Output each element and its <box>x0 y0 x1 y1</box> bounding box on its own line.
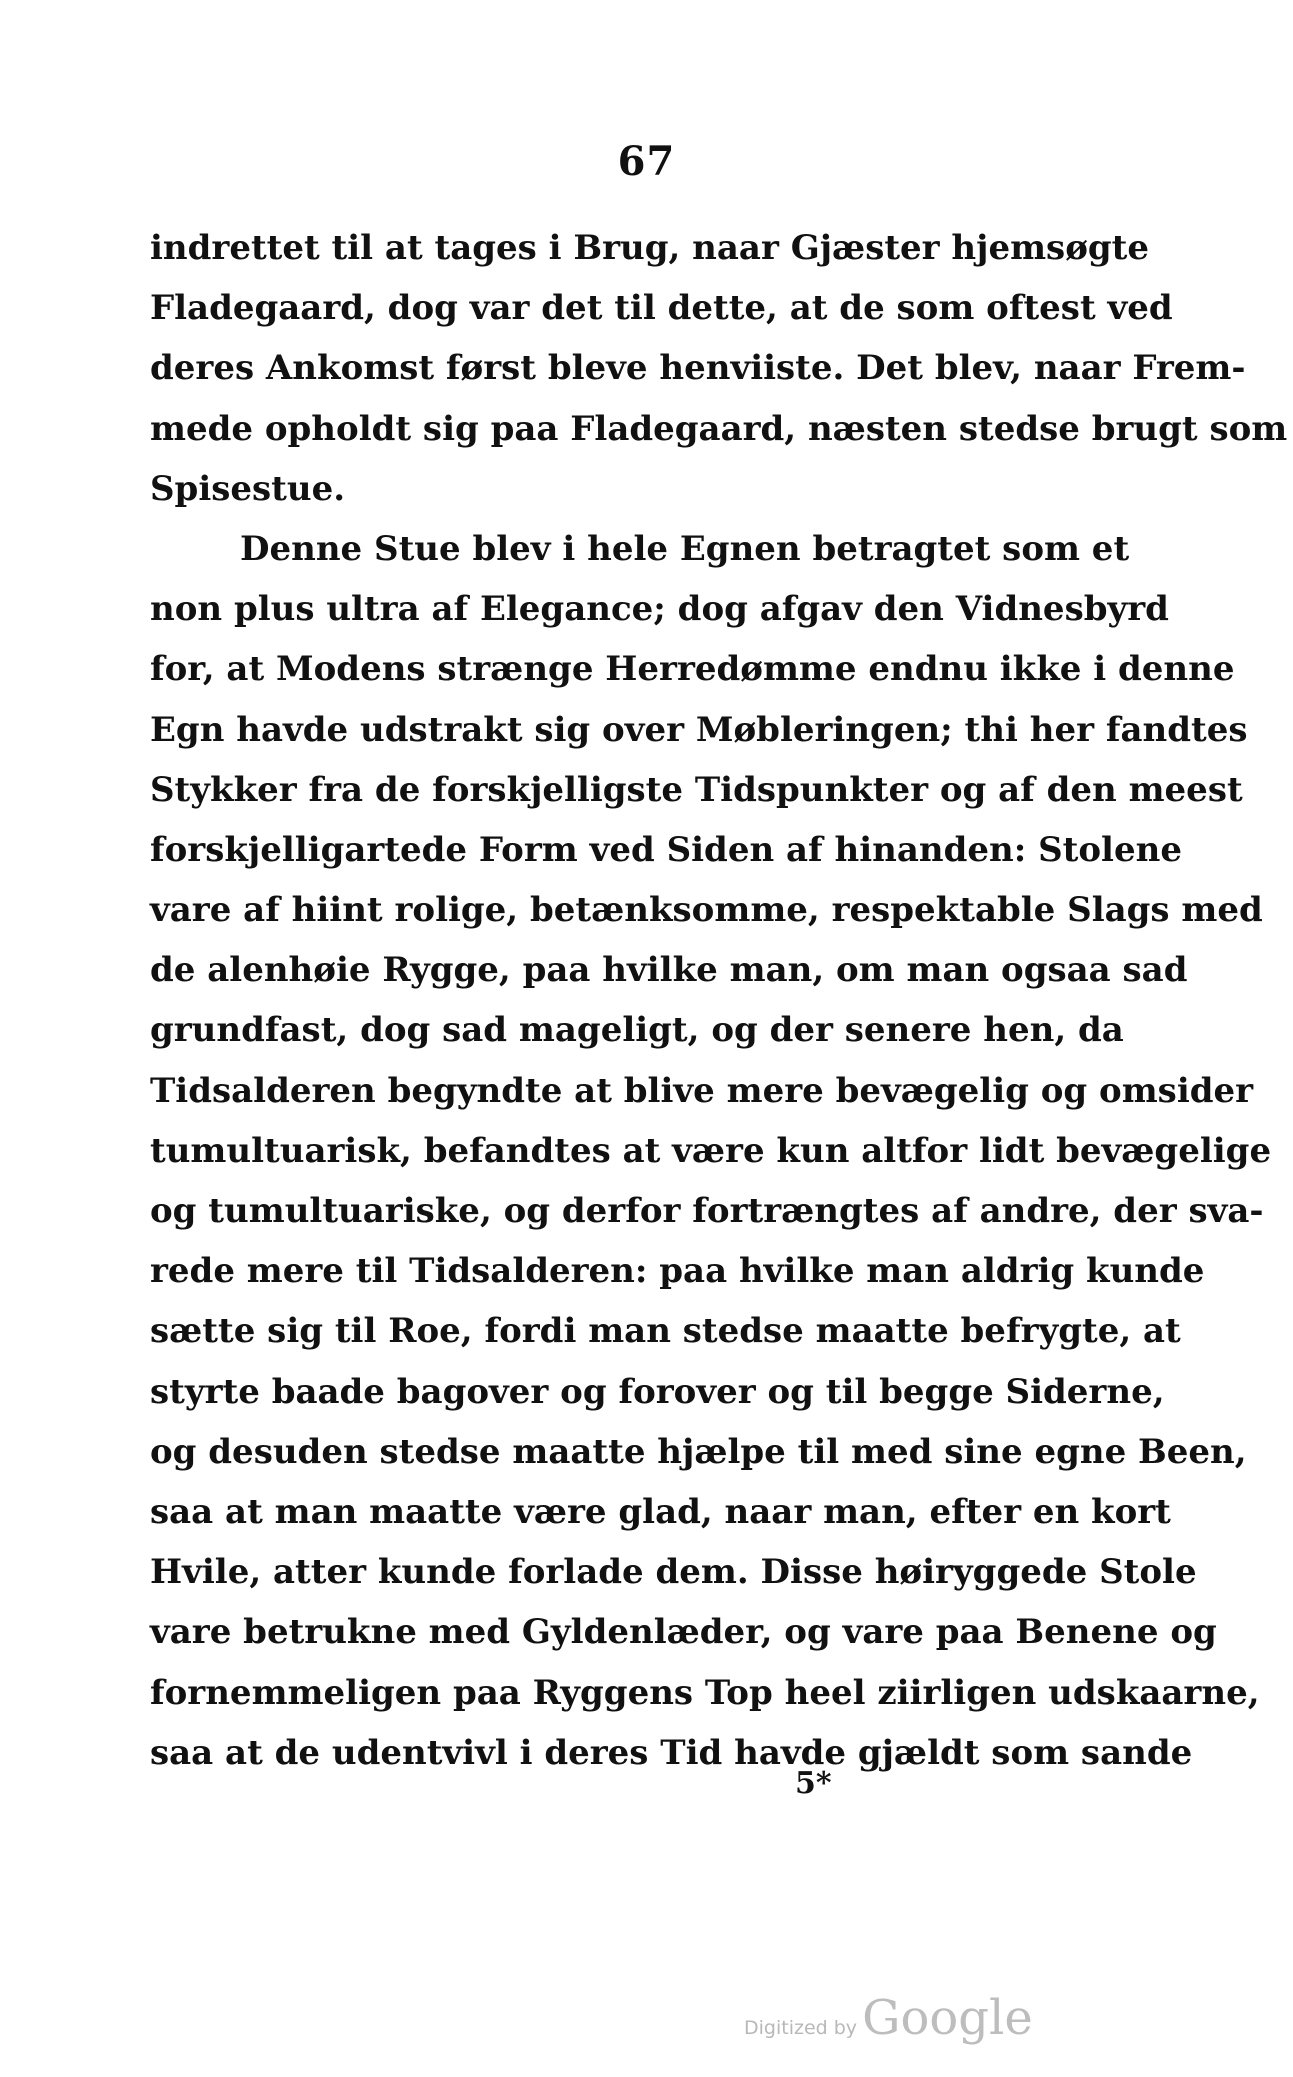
text-line: tumultuarisk, befandtes at være kun altfor lidt bevægelige <box>150 1130 1272 1171</box>
text-line: non plus ultra af Elegance; dog afgav den Vidnesbyrd <box>150 589 1169 630</box>
text-line: Spisestue. <box>150 468 346 509</box>
digitization-watermark <box>744 1990 1033 2046</box>
body-text <box>150 218 1288 1783</box>
text-line: styrte baade bagover og forover og til begge Siderne, <box>150 1371 1165 1412</box>
google-logo: Google <box>862 1990 1033 2046</box>
text-line: saa at de udentvivl i deres Tid havde gjældt som sande <box>150 1732 1193 1773</box>
text-line: grundfast, dog sad mageligt, og der senere hen, da <box>150 1010 1124 1051</box>
text-line: indrettet til at tages i Brug, naar Gjæster hjemsøgte <box>150 228 1149 268</box>
text-line: Egn havde udstrakt sig over Møbleringen; thi her fandtes <box>150 709 1248 750</box>
text-line: Fladegaard, dog var det til dette, at de som oftest ved <box>150 288 1173 329</box>
text-line: mede opholdt sig paa Fladegaard, næsten stedse brugt som <box>150 408 1288 449</box>
signature-mark: 5* <box>795 1766 832 1801</box>
text-line: for, at Modens strænge Herredømme endnu ikke i denne <box>150 649 1235 690</box>
text-line: fornemmeligen paa Ryggens Top heel ziirligen udskaarne, <box>150 1672 1260 1713</box>
page-number: 67 <box>617 138 676 185</box>
text-line: vare af hiint rolige, betænksomme, respektable Slags med <box>150 890 1263 931</box>
text-line: og tumultuariske, og derfor fortrængtes af andre, der sva- <box>150 1191 1264 1231</box>
text-line: Stykker fra de forskjelligste Tidspunkter og af den meest <box>150 769 1243 810</box>
text-line: forskjelligartede Form ved Siden af hinanden: Stolene <box>150 829 1182 870</box>
text-line: sætte sig til Roe, fordi man stedse maatte befrygte, at <box>150 1311 1181 1352</box>
watermark-prefix: Digitized by <box>744 2017 858 2039</box>
text-line: og desuden stedse maatte hjælpe til med sine egne Been, <box>150 1431 1247 1472</box>
text-line: rede mere til Tidsalderen: paa hvilke man aldrig kunde <box>150 1251 1205 1292</box>
text-line: vare betrukne med Gyldenlæder, og vare paa Benene og <box>150 1612 1217 1653</box>
text-line: Tidsalderen begyndte at blive mere bevægelig og omsider <box>150 1070 1254 1111</box>
text-line: Hvile, atter kunde forlade dem. Disse høiryggede Stole <box>150 1552 1197 1593</box>
text-line: deres Ankomst først bleve henviiste. Det blev, naar Frem- <box>150 348 1246 389</box>
text-line: saa at man maatte være glad, naar man, efter en kort <box>150 1491 1171 1532</box>
text-line: de alenhøie Rygge, paa hvilke man, om man ogsaa sad <box>150 950 1188 991</box>
paragraph-first-line: Denne Stue blev i hele Egnen betragtet som et <box>240 528 1130 569</box>
